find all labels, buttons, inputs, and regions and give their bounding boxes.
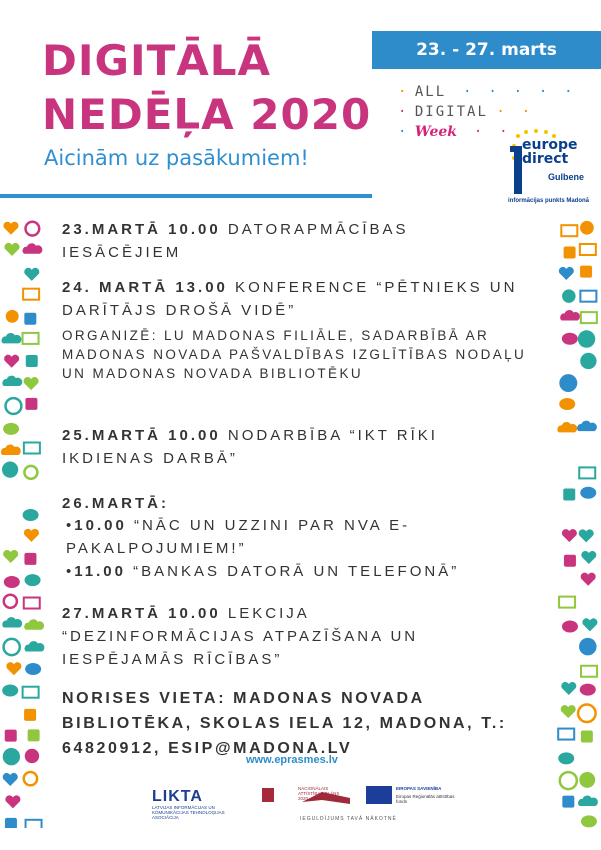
decorative-circle-icon	[580, 221, 594, 235]
decorative-bubble-icon	[3, 423, 19, 435]
event-5	[62, 602, 502, 671]
decorative-bubble-icon	[562, 333, 578, 345]
decorative-rect-icon	[28, 729, 40, 741]
footer-tagline: IEGULDĪJUMS TAVĀ NĀKOTNĒ	[300, 816, 397, 822]
decorative-cloud-icon	[557, 422, 577, 432]
event-4-b1-text: “NĀC UN UZZINI PAR NVA E-PAKALPOJUMIEM!”	[66, 517, 411, 557]
event-4-bullet-2: •11.00 “BANKAS DATORĀ UN TELEFONĀ”	[66, 563, 460, 580]
decorative-bubble-icon	[580, 487, 596, 499]
divider-line	[0, 194, 372, 198]
event-4-date: 26.MARTĀ:	[62, 495, 170, 512]
decorative-bubble-icon	[558, 752, 574, 764]
event-3	[62, 424, 532, 470]
decorative-bubble-icon	[2, 684, 18, 696]
decorative-heart-icon	[4, 355, 19, 368]
date-banner: 23. - 27. marts	[372, 31, 601, 69]
decorative-heart-icon	[561, 705, 576, 718]
decorative-heart-icon	[24, 529, 39, 542]
eu-text: EIROPAS SAVIENĪBA	[396, 786, 442, 791]
event-3-text: NODARBĪBA “IKT RĪKI IKDIENAS DARBĀ”	[62, 427, 438, 467]
right-icon-border	[556, 215, 601, 828]
likta-logo: LIKTA	[152, 788, 203, 805]
decorative-heart-icon	[5, 795, 20, 808]
decorative-heart-icon	[3, 773, 18, 786]
event-2-organizer: ORGANIZĒ: LU MADONAS FILIĀLE, SADARBĪBĀ AR MADONAS NOVADA PAŠVALDĪBAS IZGLĪTĪBAS NODAĻU UN MADONAS NOVADA BIBLIOTĒKU	[62, 328, 527, 381]
ed-line1: europe	[522, 137, 578, 153]
title-line-1: DIGITĀLĀ	[42, 36, 272, 85]
decorative-rect-icon	[563, 488, 575, 500]
nap-logo	[262, 786, 352, 816]
decorative-envelope-icon	[559, 597, 575, 608]
decorative-envelope-icon	[24, 598, 40, 609]
decorative-heart-icon	[581, 551, 596, 564]
decorative-bubble-icon	[562, 620, 578, 632]
eu-fund-text: Eiropas Reģionālās attīstības fonds	[396, 794, 455, 804]
decorative-at-icon	[560, 772, 577, 789]
decorative-circle-icon	[562, 289, 575, 302]
decorative-envelope-icon	[580, 291, 596, 302]
decorative-envelope-icon	[26, 820, 42, 828]
location-info: NORISES VIETA: MADONAS NOVADA BIBLIOTĒKA, SKOLAS IELA 12, MADONA, T.: 64820912, ESIP@MADONA.LV	[62, 690, 507, 757]
event-4	[62, 492, 532, 515]
decorative-circle-icon	[579, 772, 595, 788]
event-1	[62, 218, 482, 264]
event-2-date: 24. MARTĀ 13.00	[62, 279, 228, 296]
decorative-heart-icon	[3, 222, 18, 235]
decorative-heart-icon	[582, 618, 597, 631]
decorative-bubble-icon	[581, 815, 597, 827]
decorative-rect-icon	[5, 818, 17, 828]
website-link[interactable]: www.eprasmes.lv	[246, 754, 338, 766]
decorative-heart-icon	[562, 529, 577, 542]
decorative-envelope-icon	[24, 443, 40, 454]
decorative-circle-icon	[2, 461, 18, 477]
decorative-envelope-icon	[561, 225, 577, 236]
decorative-bubble-icon	[580, 684, 596, 696]
decorative-bubble-icon	[25, 574, 41, 586]
europe-direct-city: Gulbene	[548, 172, 585, 182]
decorative-rect-icon	[564, 555, 576, 567]
decorative-bubble-icon	[23, 509, 39, 521]
decorative-rect-icon	[5, 730, 17, 742]
event-5-date: 27.MARTĀ 10.00	[62, 605, 221, 622]
decorative-cloud-icon	[578, 796, 598, 806]
decorative-rect-icon	[581, 731, 593, 743]
decorative-bubble-icon	[559, 398, 575, 410]
decorative-circle-icon	[6, 310, 19, 323]
decorative-heart-icon	[24, 268, 39, 281]
ed-line2: direct	[522, 151, 569, 167]
title-line-2: NEDĒĻA 2020	[42, 90, 372, 139]
decorative-rect-icon	[24, 313, 36, 325]
nap-text: NACIONĀLAIS ATTĪSTĪBAS PLĀNS 2020	[298, 786, 340, 801]
decorative-at-icon	[578, 705, 596, 723]
decorative-envelope-icon	[579, 467, 595, 478]
decorative-at-icon	[24, 772, 37, 785]
decorative-bubble-icon	[4, 576, 20, 588]
europe-direct-text	[522, 138, 578, 166]
decorative-at-icon	[4, 595, 17, 608]
decorative-cloud-icon	[577, 421, 597, 431]
decorative-cloud-icon	[2, 617, 22, 627]
decorative-heart-icon	[581, 573, 596, 586]
europe-direct-info: informācijas punkts Madonā	[508, 198, 590, 204]
decorative-rect-icon	[562, 796, 574, 808]
decorative-bubble-icon	[25, 663, 41, 675]
decorative-circle-icon	[578, 330, 595, 347]
all-digital-week-logo: · ALL · · · · · · DIGITAL · · · Week · ·	[398, 84, 573, 140]
decorative-circle-icon	[3, 748, 20, 765]
decorative-at-icon	[4, 639, 20, 655]
likta-subtext: LATVIJAS INFORMĀCIJAS UN KOMUNIKĀCIJAS TEHNOLOĢIJAS ASOCIĀCIJA	[152, 805, 225, 820]
event-2	[62, 276, 532, 322]
event-4-b1-time: 10.00	[74, 517, 127, 534]
all-digital-line2: DIGITAL	[414, 104, 488, 120]
all-digital-week: Week	[414, 124, 457, 140]
decorative-envelope-icon	[581, 312, 597, 323]
event-5-text: LEKCIJA “DEZINFORMĀCIJAS ATPAZĪŠANA UN IESPĒJAMĀS RĪCĪBAS”	[62, 605, 419, 668]
decorative-rect-icon	[564, 247, 576, 259]
decorative-heart-icon	[4, 243, 19, 256]
event-4-b2-time: 11.00	[74, 563, 126, 580]
decorative-cloud-icon	[25, 641, 45, 651]
event-3-date: 25.MARTĀ 10.00	[62, 427, 221, 444]
decorative-cloud-icon	[23, 243, 43, 253]
decorative-cloud-icon	[2, 376, 22, 386]
decorative-envelope-icon	[558, 729, 574, 740]
decorative-envelope-icon	[23, 687, 39, 698]
event-1-text: DATORAPMĀCĪBAS IESĀCĒJIEM	[62, 221, 409, 261]
decorative-heart-icon	[561, 682, 576, 695]
decorative-rect-icon	[26, 355, 38, 367]
decorative-circle-icon	[25, 749, 39, 763]
all-digital-line1: ALL	[414, 84, 447, 100]
decorative-at-icon	[26, 222, 40, 236]
decorative-rect-icon	[24, 709, 36, 721]
decorative-at-icon	[6, 398, 22, 414]
decorative-cloud-icon	[24, 619, 44, 629]
event-1-date: 23.MARTĀ 10.00	[62, 221, 221, 238]
decorative-rect-icon	[24, 553, 36, 565]
event-4-b2-text: “BANKAS DATORĀ UN TELEFONĀ”	[125, 563, 460, 580]
decorative-rect-icon	[25, 398, 37, 410]
decorative-envelope-icon	[580, 244, 596, 255]
decorative-rect-icon	[580, 266, 592, 278]
decorative-cloud-icon	[1, 445, 21, 455]
decorative-heart-icon	[24, 377, 39, 390]
decorative-circle-icon	[580, 353, 596, 369]
decorative-heart-icon	[579, 529, 594, 542]
decorative-cloud-icon	[2, 333, 22, 343]
decorative-envelope-icon	[23, 333, 39, 344]
decorative-cloud-icon	[560, 310, 580, 320]
decorative-heart-icon	[559, 267, 574, 280]
decorative-circle-icon	[559, 374, 577, 392]
decorative-circle-icon	[579, 638, 597, 656]
decorative-heart-icon	[3, 550, 18, 563]
eu-logo	[366, 786, 466, 814]
left-icon-border	[0, 215, 50, 828]
decorative-at-icon	[24, 466, 37, 479]
decorative-envelope-icon	[23, 289, 39, 300]
event-4-bullet-1: •10.00 “NĀC UN UZZINI PAR NVA E-PAKALPOJUMIEM!”	[66, 517, 411, 557]
decorative-heart-icon	[6, 662, 21, 675]
subtitle: Aicinām uz pasākumiem!	[44, 146, 309, 170]
event-2-text: KONFERENCE “PĒTNIEKS UN DARĪTĀJS DROŠĀ VIDĒ”	[62, 279, 518, 319]
decorative-envelope-icon	[581, 666, 597, 677]
